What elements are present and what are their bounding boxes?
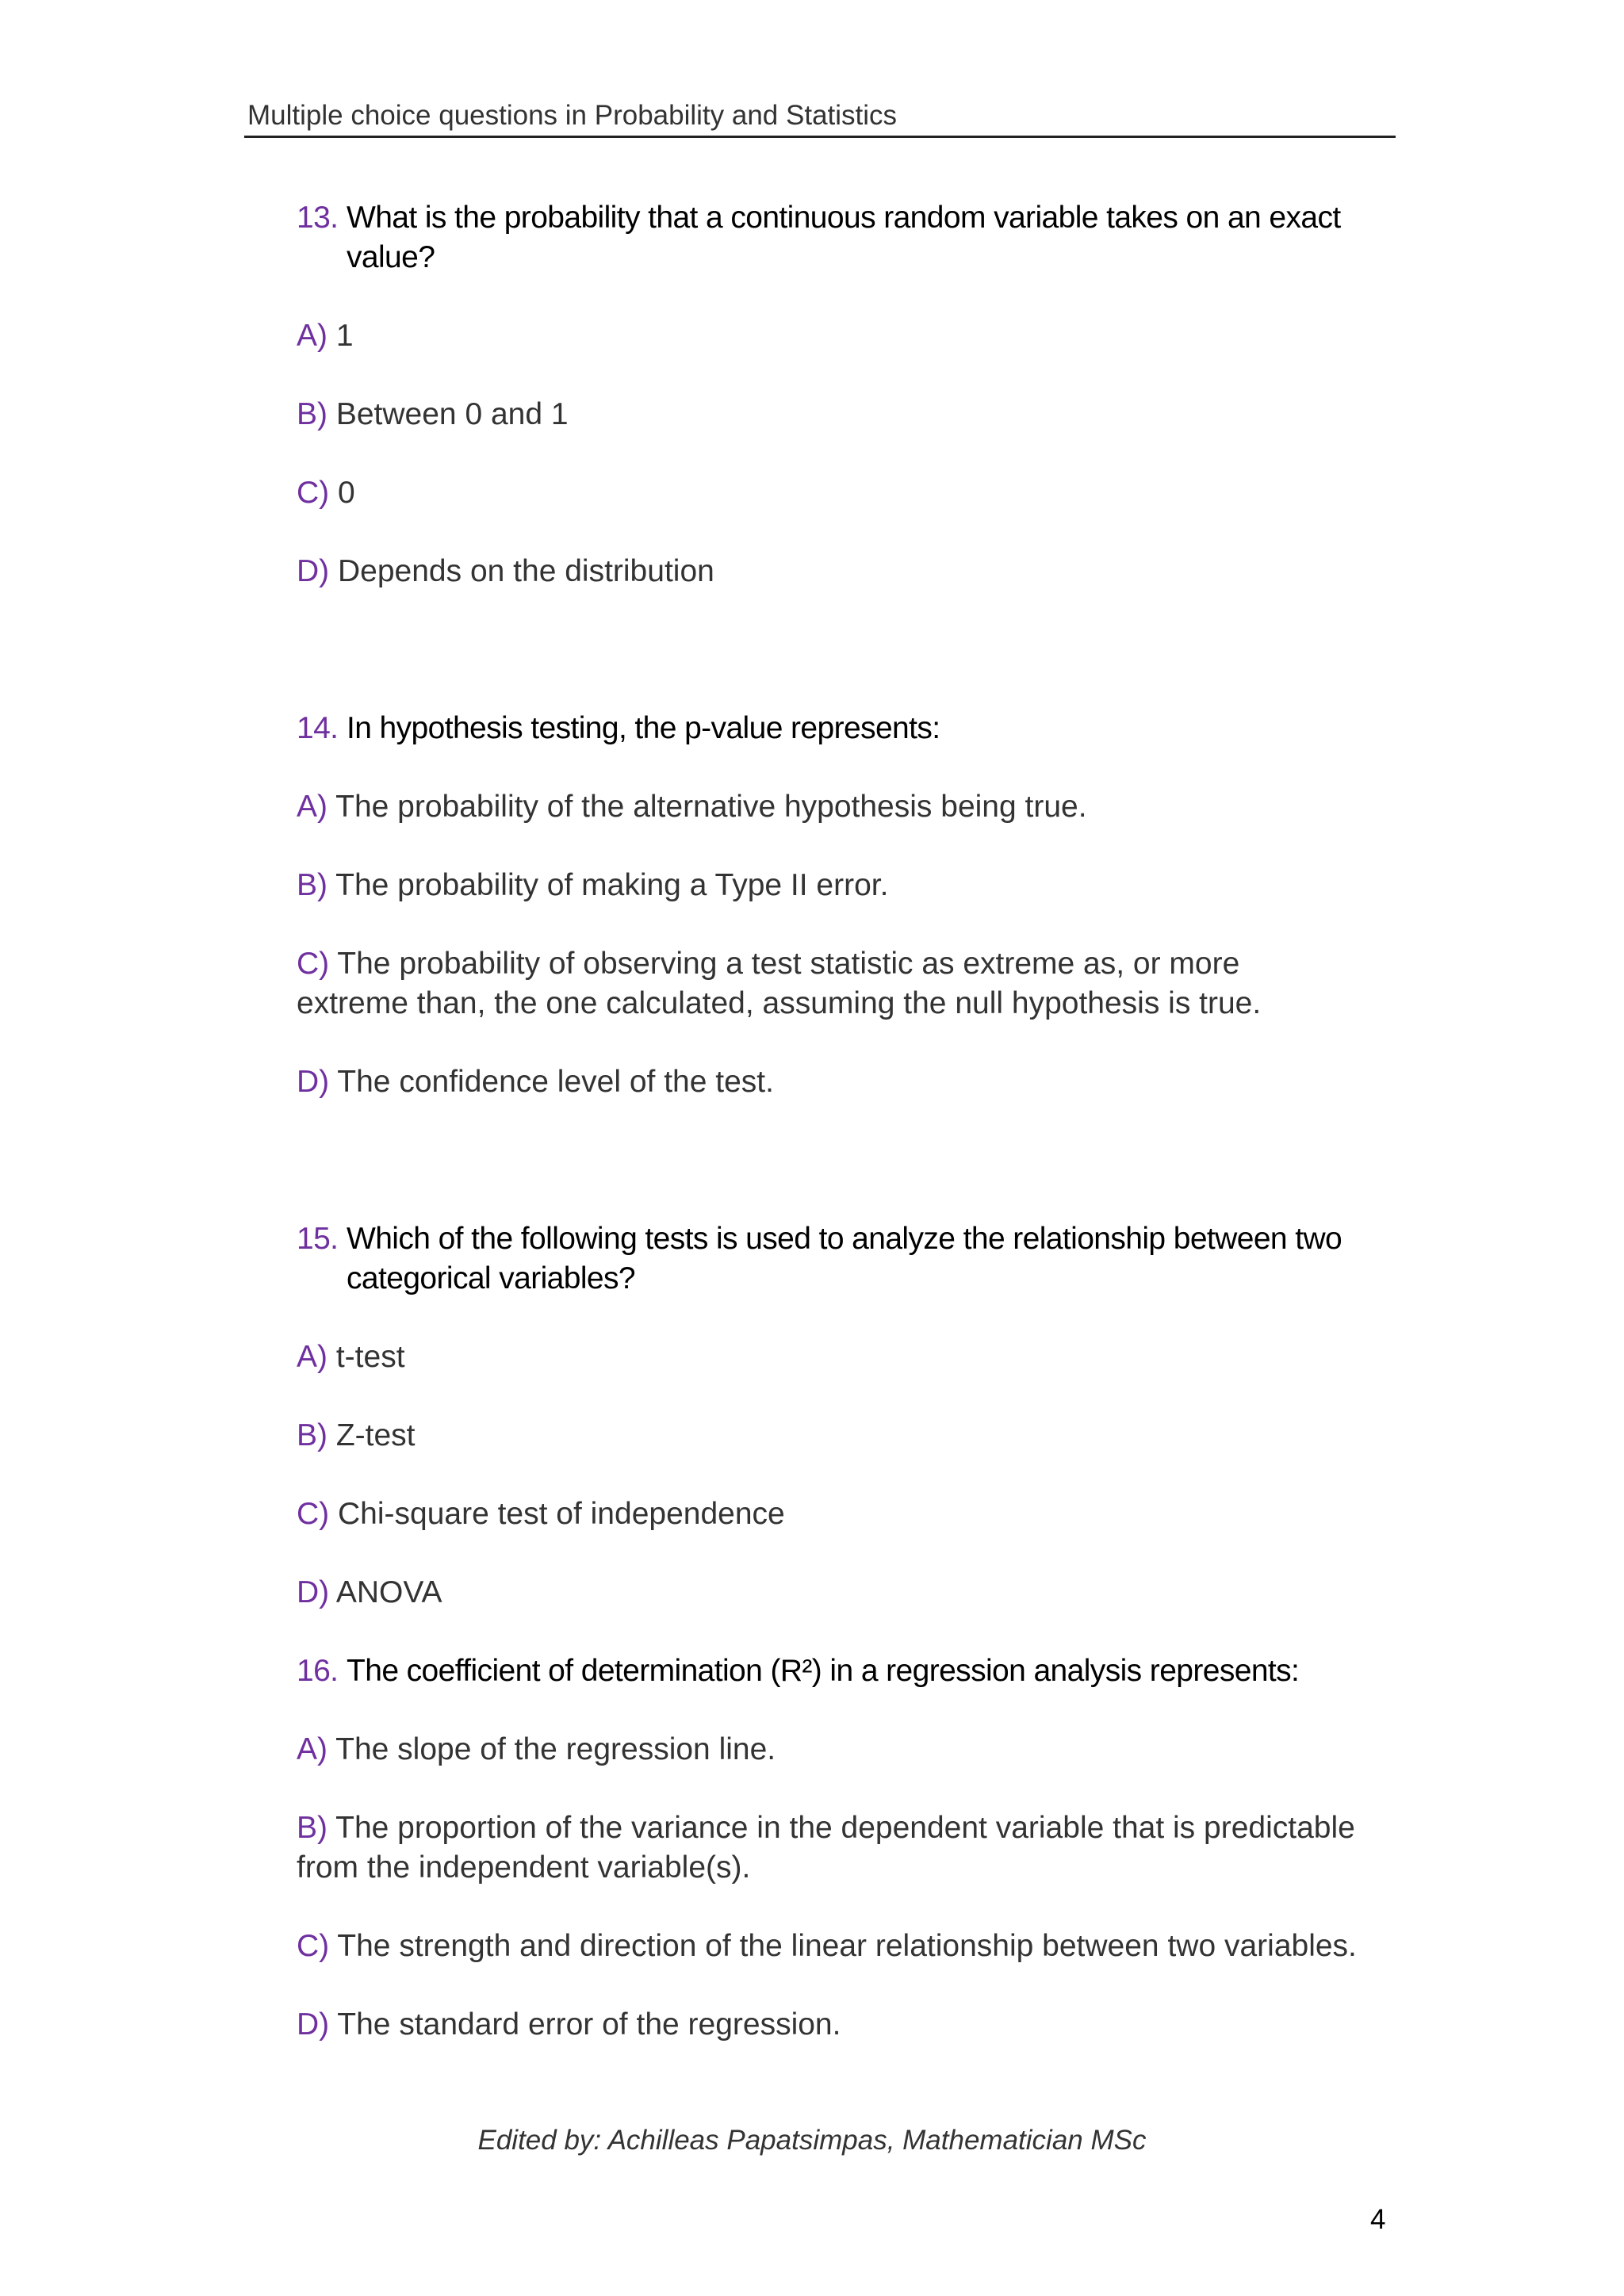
- option-d: [297, 552, 1359, 591]
- option-text: Between 0 and 1: [335, 397, 569, 431]
- option-letter: B): [297, 1418, 327, 1452]
- option-letter: C): [297, 476, 330, 510]
- page-header: [244, 98, 1396, 138]
- option-text: The slope of the regression line.: [335, 1732, 776, 1766]
- question-number: 15.: [297, 1222, 339, 1256]
- option-text: The proportion of the variance in the dependent variable that is predictable from the independent variable(s).: [297, 1811, 1355, 1885]
- option-letter: D): [297, 1575, 330, 1609]
- question-number: 13.: [297, 201, 339, 235]
- option-letter: B): [297, 397, 327, 431]
- option-letter: D): [297, 554, 330, 588]
- option-letter: C): [297, 947, 330, 981]
- option-letter: A): [297, 1340, 327, 1374]
- option-text: Depends on the distribution: [338, 554, 714, 588]
- question-16: [297, 1651, 1359, 2045]
- option-text: The probability of observing a test statistic as extreme as, or more extreme than, the one calculated, assuming the null hypothesis is true.: [297, 947, 1262, 1020]
- option-letter: B): [297, 868, 327, 902]
- option-b: [297, 1416, 1359, 1456]
- option-a: [297, 1337, 1359, 1377]
- option-text: The probability of making a Type II error.: [335, 868, 889, 902]
- option-text: The strength and direction of the linear relationship between two variables.: [337, 1929, 1357, 1963]
- option-letter: A): [297, 790, 327, 824]
- question-13: [297, 198, 1359, 591]
- question-14: [297, 709, 1359, 1102]
- option-letter: A): [297, 1732, 327, 1766]
- page-number: 4: [1370, 2204, 1386, 2235]
- option-text: The confidence level of the test.: [337, 1065, 774, 1099]
- question-stem: [297, 709, 1359, 748]
- option-letter: C): [297, 1929, 330, 1963]
- option-b: [297, 1808, 1359, 1888]
- option-c: [297, 1927, 1359, 1966]
- option-a: [297, 787, 1359, 827]
- option-letter: D): [297, 2007, 330, 2042]
- option-b: [297, 395, 1359, 434]
- option-text: The standard error of the regression.: [337, 2007, 841, 2042]
- question-15: [297, 1219, 1359, 1613]
- option-c: [297, 473, 1359, 513]
- option-a: [297, 1730, 1359, 1770]
- option-text: 0: [338, 476, 355, 510]
- option-text: ANOVA: [335, 1575, 442, 1609]
- option-letter: A): [297, 319, 327, 353]
- question-number: 14.: [297, 711, 339, 745]
- option-letter: C): [297, 1497, 330, 1531]
- option-text: Chi-square test of independence: [338, 1497, 785, 1531]
- option-text: Z-test: [335, 1418, 416, 1452]
- option-d: [297, 2005, 1359, 2045]
- option-letter: D): [297, 1065, 330, 1099]
- question-number: 16.: [297, 1654, 339, 1688]
- option-text: 1: [335, 319, 354, 353]
- option-b: [297, 866, 1359, 905]
- option-letter: B): [297, 1811, 327, 1845]
- option-c: [297, 944, 1359, 1024]
- option-d: [297, 1573, 1359, 1613]
- question-text: In hypothesis testing, the p-value represents:: [347, 711, 940, 745]
- option-text: The probability of the alternative hypothesis being true.: [335, 790, 1087, 824]
- option-d: [297, 1062, 1359, 1102]
- question-text: Which of the following tests is used to analyze the relationship between two categorical variables?: [347, 1222, 1342, 1295]
- option-c: [297, 1494, 1359, 1534]
- question-stem: [297, 1219, 1359, 1299]
- question-stem: [297, 198, 1359, 277]
- option-a: [297, 316, 1359, 356]
- header-title: Multiple choice questions in Probability and Statistics: [247, 100, 898, 131]
- question-stem: [297, 1651, 1359, 1691]
- question-text: The coefficient of determination (R²) in a regression analysis represents:: [347, 1654, 1300, 1688]
- footer-credit: Edited by: Achilleas Papatsimpas, Mathematician MSc: [477, 2125, 1147, 2156]
- question-text: What is the probability that a continuous random variable takes on an exact value?: [347, 201, 1341, 274]
- question-list: [297, 198, 1359, 2045]
- option-text: t-test: [335, 1340, 405, 1374]
